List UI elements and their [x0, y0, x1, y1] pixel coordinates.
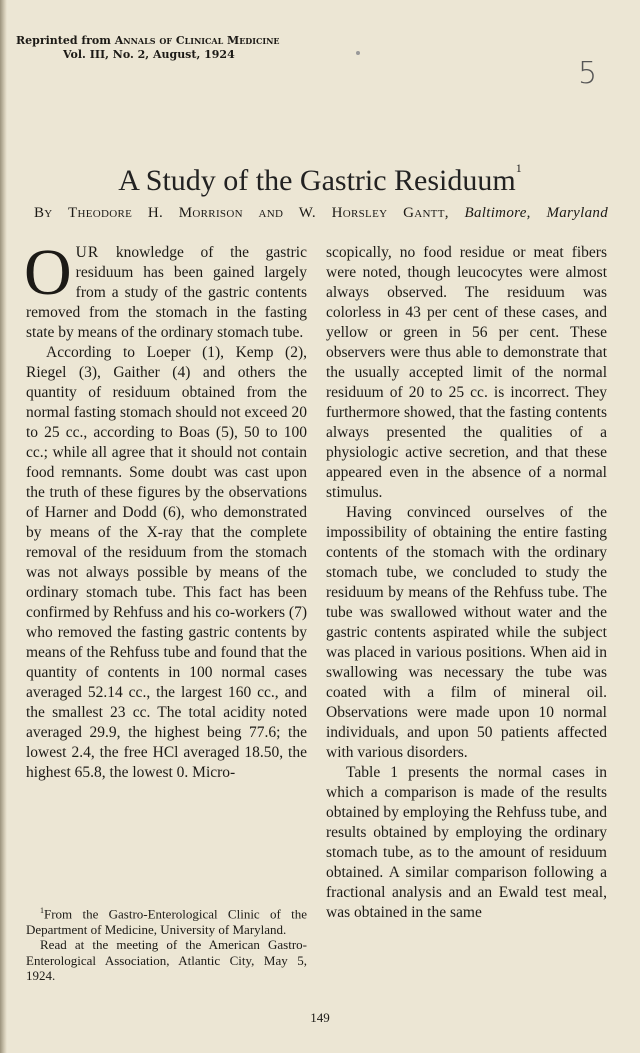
- reprint-header: [16, 34, 280, 62]
- reprint-line: [16, 34, 280, 48]
- reprint-prefix: Reprinted from: [16, 34, 115, 47]
- left-paragraph-1-text: knowledge of the gastric residuum has been gained largely from a study of the gastric contents removed from the stomach in the fasting state by means of the ordinary stomach tube.: [26, 244, 307, 341]
- footnote-marker: 1: [40, 906, 44, 915]
- lead-word: UR: [75, 244, 100, 261]
- title-text: A Study of the Gastric Residuum: [118, 164, 516, 197]
- title-footnote-marker: 1: [515, 161, 522, 175]
- footnote-1: [26, 903, 307, 937]
- article-title: [0, 145, 640, 204]
- byline-authors: By Theodore H. Morrison and W. Horsley Gantt,: [34, 205, 465, 221]
- footnotes: [26, 903, 307, 984]
- footnote-2: Read at the meeting of the American Gastro-Enterological Association, Atlantic City, May 5, 1924.: [26, 937, 307, 984]
- journal-name: Annals of Clinical Medicine: [114, 34, 280, 47]
- right-column: [326, 243, 607, 923]
- left-paragraph-1: [24, 236, 307, 343]
- byline: [34, 202, 608, 224]
- footnote-1-text: From the Gastro-Enterological Clinic of the Department of Medicine, University of Maryland.: [26, 906, 307, 937]
- byline-place: Baltimore, Maryland: [464, 205, 608, 221]
- right-paragraph-3: Table 1 presents the normal cases in which a comparison is made of the results obtained by employing the Rehfuss tube, and results obtained by employing the ordinary stomach tube, as to the amount of residuum obtained. A similar comparison following a fractional analysis and an Ewald test meal, was obtained in the same: [326, 764, 607, 921]
- right-paragraph-2: Having convinced ourselves of the impossibility of obtaining the entire fasting contents of the stomach with the ordinary stomach tube, we concluded to study the residuum by means of the Rehfuss tube. The tube was swallowed without water and the gastric contents aspirated while the subject was placed in various positions. When aid in swallowing was necessary the tube was coated with a film of mineral oil. Observations were made upon 10 normal individuals, and upon 50 patients affected with various disorders.: [326, 504, 607, 761]
- left-column: [24, 236, 307, 783]
- volume-line: Vol. III, No. 2, August, 1924: [63, 48, 235, 61]
- drop-cap: O: [24, 236, 72, 309]
- right-paragraph-1: scopically, no food residue or meat fibers were noted, though leucocytes were almost always observed. The residuum was colorless in 43 per cent of these cases, and yellow or green in 56 per cent. These observers were thus able to demonstrate that the usually accepted limit of the normal residuum of 20 to 25 cc. is incorrect. They furthermore showed, that the fasting contents always presented the qualities of a physiologic active secretion, and that these appeared even in the absence of a normal stimulus.: [326, 244, 607, 501]
- handwritten-page-mark: 5: [578, 56, 598, 91]
- paper-spot: [356, 51, 360, 55]
- left-paragraph-2: According to Loeper (1), Kemp (2), Riegel (3), Gaither (4) and others the quantity of residuum obtained from the normal fasting stomach should not exceed 20 to 25 cc., according to Boas (5), 50 to 100 cc.; while all agree that it should not contain food remnants. Some doubt was cast upon the truth of these figures by the observations of Harner and Dodd (6), who demonstrated by means of the X-ray that the complete removal of the residuum from the stomach was not always possible by means of the ordinary stomach tube. This fact has been confirmed by Rehfuss and his co-workers (7) who removed the fasting gastric contents by means of the Rehfuss tube and found that the quantity of contents in 100 normal cases averaged 52.14 cc., the largest 160 cc., and the smallest 23 cc. The total acidity noted averaged 29.9, the highest being 77.6; the lowest 2.4, the free HCl averaged 18.50, the highest 65.8, the lowest 0. Micro-: [26, 344, 307, 781]
- page-number: 149: [310, 1010, 330, 1025]
